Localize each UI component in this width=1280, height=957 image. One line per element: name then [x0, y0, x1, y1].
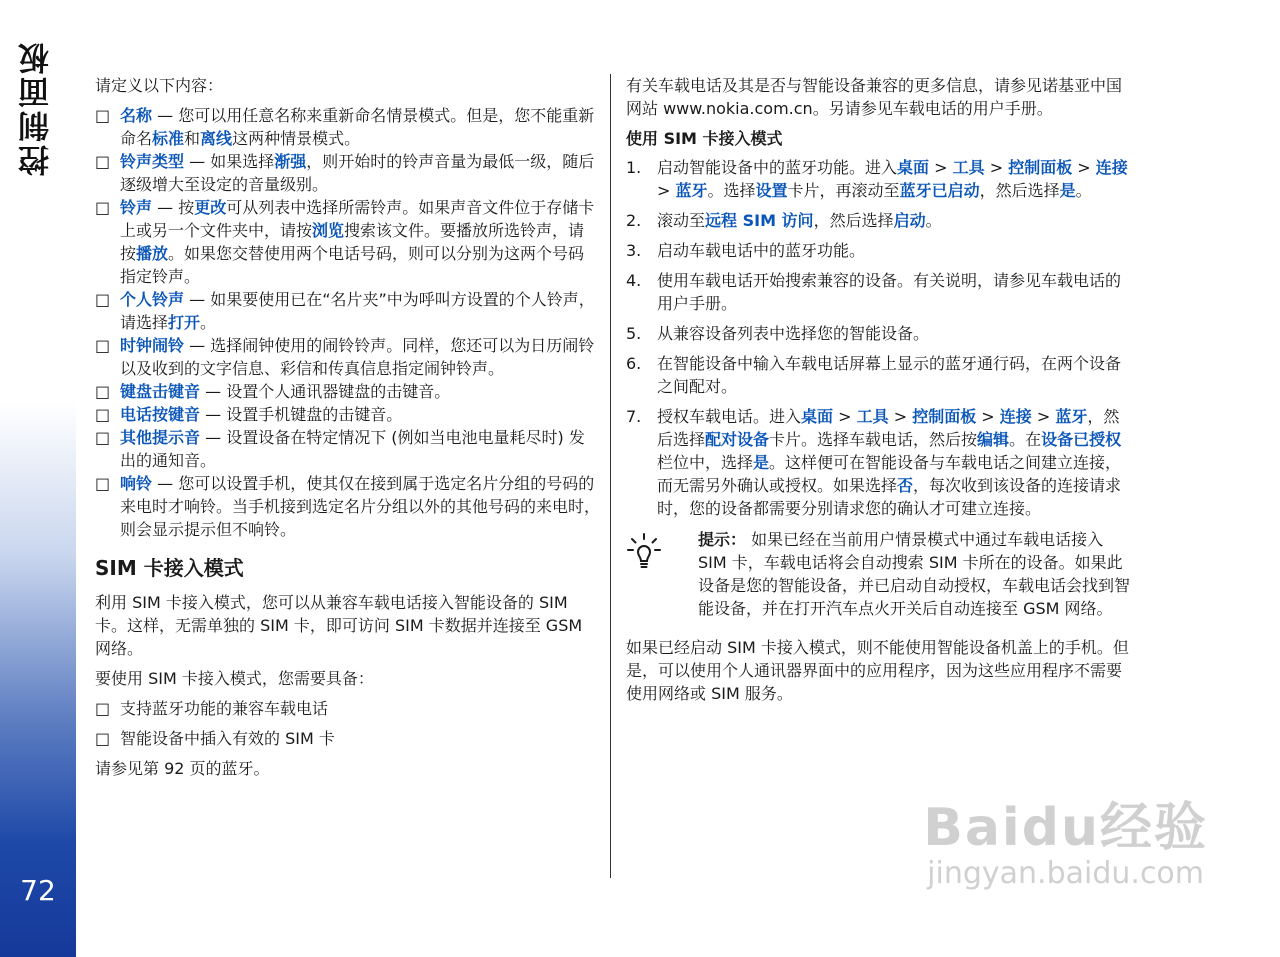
text-segment: ，每次收到该设备的连接请求时，您的设备都需要分别请求您的确认才可建立连接。 — [657, 476, 1122, 518]
ui-term: 连接 — [1095, 158, 1128, 177]
option-text — [120, 196, 600, 288]
step-text — [657, 405, 1131, 520]
text-segment: > — [976, 407, 1000, 426]
text-segment: 滚动至 — [657, 211, 706, 230]
ui-term: 铃声 — [120, 198, 153, 217]
tip-text — [698, 528, 1131, 620]
text-segment: 在智能设备中输入车载电话屏幕上显示的蓝牙通行码，在两个设备之间配对。 — [657, 354, 1122, 396]
text-segment: ，然后选择 — [657, 407, 1120, 449]
checkbox-icon: □ — [95, 699, 111, 718]
ui-term: 连接 — [999, 407, 1032, 426]
step-number: 3. — [626, 241, 642, 260]
watermark — [923, 785, 1208, 891]
text-segment: 。 — [1075, 181, 1092, 200]
text-segment: ，则开始时的铃声音量为最低一级，随后逐级增大至设定的音量级别。 — [120, 152, 595, 194]
chapter-title: 控制面板 — [19, 40, 55, 176]
paragraph: 要使用 SIM 卡接入模式，您需要具备： — [95, 669, 374, 688]
step-item — [626, 239, 1131, 262]
step-item — [626, 352, 1131, 398]
option-text — [120, 472, 600, 541]
requirement-text: 支持蓝牙功能的兼容车载电话 — [120, 699, 329, 718]
ui-term: 其他提示音 — [120, 428, 201, 447]
checkbox-icon: □ — [95, 405, 111, 424]
requirement-text: 智能设备中插入有效的 SIM 卡 — [120, 729, 335, 748]
text-segment: 。这样便可在智能设备与车载电话之间建立连接，而无需另外确认或授权。如果选择 — [657, 453, 1122, 495]
checkbox-icon: □ — [95, 290, 111, 309]
option-text — [120, 150, 600, 196]
ui-term: 是 — [753, 453, 770, 472]
option-text — [120, 334, 600, 380]
tip-body: 如果已经在当前用户情景模式中通过车载电话接入 SIM 卡，车载电话将会自动搜索 SIM 卡所在的设备。如果此设备是您的智能设备，并已启动自动授权，车载电话会找到智能设备，并在打开汽车点火开关后自动连接至 GSM 网络。 — [698, 530, 1131, 618]
text-segment: 搜索该文件。要播放所选铃声，请按 — [120, 221, 585, 263]
text-segment: — 按 — [152, 198, 195, 217]
text-segment: — 如果选择 — [184, 152, 275, 171]
ui-term: 蓝牙 — [675, 181, 708, 200]
step-number: 7. — [626, 407, 642, 426]
option-item — [95, 334, 600, 380]
text-segment: 使用车载电话开始搜索兼容的设备。有关说明，请参见车载电话的用户手册。 — [657, 271, 1122, 313]
text-segment: 。 — [200, 313, 217, 332]
text-segment: 。在 — [1009, 430, 1042, 449]
option-list — [95, 104, 600, 541]
ui-term: 是 — [1059, 181, 1076, 200]
ui-term: 控制面板 — [912, 407, 977, 426]
text-segment: > — [929, 158, 953, 177]
text-segment: — 选择闹钟使用的闹铃铃声。同样，您还可以为日历闹铃以及收到的文字信息、彩信和传真信息指定闹钟铃声。 — [120, 336, 595, 378]
text-segment: 栏位中，选择 — [657, 453, 754, 472]
ui-term: 桌面 — [801, 407, 834, 426]
step-number: 2. — [626, 211, 642, 230]
text-segment: — 设置个人通讯器键盘的击键音。 — [200, 382, 451, 401]
step-item — [626, 209, 1131, 232]
tip-box — [626, 528, 1131, 620]
ui-term: 设置 — [755, 181, 788, 200]
step-item — [626, 405, 1131, 520]
option-text — [120, 104, 600, 150]
step-number: 5. — [626, 324, 642, 343]
text-segment: 。如果您交替使用两个电话号码，则可以分别为这两个号码指定铃声。 — [120, 244, 585, 286]
tip-label: 提示： — [698, 530, 747, 549]
ui-term: 电话按键音 — [120, 405, 201, 424]
ui-term: 桌面 — [897, 158, 930, 177]
paragraph: 有关车载电话及其是否与智能设备兼容的更多信息，请参见诺基亚中国网站 www.nokia.com.cn。另请参见车载电话的用户手册。 — [626, 76, 1123, 118]
step-number: 4. — [626, 271, 642, 290]
ui-term: 否 — [897, 476, 914, 495]
ui-term: 个人铃声 — [120, 290, 185, 309]
watermark-url: jingyan.baidu.com — [927, 856, 1205, 891]
text-segment: > — [1031, 407, 1056, 426]
text-segment: 卡片。选择车载电话，然后按 — [769, 430, 978, 449]
text-segment: — 如果要使用已在“名片夹”中为呼叫方设置的个人铃声，请选择 — [120, 290, 595, 332]
text-segment: 启动车载电话中的蓝牙功能。 — [657, 241, 866, 260]
lightbulb-icon — [626, 528, 698, 620]
text-segment: 授权车载电话。进入 — [657, 407, 802, 426]
text-segment: > — [984, 158, 1009, 177]
watermark-logo: Baidu经验 — [923, 798, 1208, 858]
paragraph: 如果已经启动 SIM 卡接入模式，则不能使用智能设备机盖上的手机。但是，可以使用个人通讯器界面中的应用程序，因为这些应用程序不需要使用网络或 SIM 服务。 — [626, 638, 1129, 703]
option-item — [95, 380, 600, 403]
step-number: 6. — [626, 354, 642, 373]
text-segment: 启动智能设备中的蓝牙功能。进入 — [657, 158, 898, 177]
step-item — [626, 269, 1131, 315]
option-item — [95, 288, 600, 334]
ui-term: 更改 — [194, 198, 227, 217]
text-segment: — 设置手机键盘的击键音。 — [200, 405, 403, 424]
left-column — [95, 74, 600, 787]
ui-term: 铃声类型 — [120, 152, 185, 171]
ui-term: 工具 — [856, 407, 889, 426]
text-segment: 这两种情景模式。 — [232, 129, 361, 148]
ui-term: 键盘击键音 — [120, 382, 201, 401]
text-segment: — 您可以设置手机，使其仅在接到属于选定名片分组的号码的来电时才响铃。当手机接到选定名片分组以外的其他号码的来电时，则会显示提示但不响铃。 — [120, 474, 601, 539]
text-segment: > — [888, 407, 913, 426]
ui-term: 配对设备 — [705, 430, 770, 449]
text-segment: — 您可以用任意名称来重新命名情景模式。但是，您不能重新命名 — [120, 106, 595, 148]
paragraph: 请参见第 92 页的蓝牙。 — [95, 759, 270, 778]
checkbox-icon: □ — [95, 474, 111, 493]
column-divider — [610, 74, 611, 878]
text-segment: ，然后选择 — [979, 181, 1060, 200]
requirement-item — [95, 697, 600, 720]
sidebar — [0, 0, 76, 957]
text-segment: — 设置设备在特定情况下 (例如当电池电量耗尽时) 发出的通知音。 — [120, 428, 585, 470]
option-item — [95, 104, 600, 150]
ui-term: 控制面板 — [1008, 158, 1073, 177]
text-segment: 卡片，再滚动至 — [787, 181, 900, 200]
right-column — [626, 74, 1131, 712]
page-number: 72 — [20, 874, 56, 907]
option-item — [95, 403, 600, 426]
checkbox-icon: □ — [95, 106, 111, 125]
subsection-heading: 使用 SIM 卡接入模式 — [626, 129, 783, 148]
section-heading: SIM 卡接入模式 — [95, 556, 244, 580]
option-item — [95, 472, 600, 541]
text-segment: 从兼容设备列表中选择您的智能设备。 — [657, 324, 930, 343]
text-segment: > — [657, 181, 676, 200]
ui-term: 名称 — [120, 106, 153, 125]
option-item — [95, 196, 600, 288]
ui-term: 标准 — [152, 129, 185, 148]
option-text — [120, 380, 600, 403]
text-segment: 和 — [184, 129, 201, 148]
ui-term: 打开 — [168, 313, 201, 332]
step-text — [657, 352, 1131, 398]
text-segment: 。选择 — [707, 181, 756, 200]
option-text — [120, 403, 600, 426]
step-item — [626, 322, 1131, 345]
option-item — [95, 150, 600, 196]
step-text — [657, 269, 1131, 315]
text-segment: 。 — [925, 211, 942, 230]
ui-term: 浏览 — [312, 221, 345, 240]
checkbox-icon: □ — [95, 336, 111, 355]
checkbox-icon: □ — [95, 382, 111, 401]
ui-term: 工具 — [952, 158, 985, 177]
text-segment: > — [833, 407, 857, 426]
requirement-item — [95, 727, 600, 750]
ui-term: 设备已授权 — [1041, 430, 1122, 449]
option-item — [95, 426, 600, 472]
checkbox-icon: □ — [95, 729, 111, 748]
ui-term: 蓝牙已启动 — [899, 181, 980, 200]
option-text — [120, 426, 600, 472]
ui-term: 启动 — [893, 211, 926, 230]
ui-term: 蓝牙 — [1055, 407, 1088, 426]
step-item — [626, 156, 1131, 202]
ui-term: 响铃 — [120, 474, 153, 493]
text-segment: > — [1072, 158, 1096, 177]
ui-term: 编辑 — [977, 430, 1010, 449]
ui-term: 远程 SIM 访问 — [705, 211, 814, 230]
intro-text: 请定义以下内容： — [95, 76, 224, 95]
checkbox-icon: □ — [95, 152, 111, 171]
step-text — [657, 322, 1131, 345]
step-text — [657, 209, 1131, 232]
step-text — [657, 239, 1131, 262]
ui-term: 播放 — [136, 244, 169, 263]
text-segment: 可从列表中选择所需铃声。如果声音文件位于存储卡上或另一个文件夹中，请按 — [120, 198, 595, 240]
checkbox-icon: □ — [95, 428, 111, 447]
paragraph: 利用 SIM 卡接入模式，您可以从兼容车载电话接入智能设备的 SIM 卡。这样，无需单独的 SIM 卡，即可访问 SIM 卡数据并连接至 GSM 网络。 — [95, 593, 583, 658]
step-text — [657, 156, 1131, 202]
ui-term: 渐强 — [274, 152, 307, 171]
ui-term: 时钟闹铃 — [120, 336, 185, 355]
step-number: 1. — [626, 158, 642, 177]
ui-term: 离线 — [200, 129, 233, 148]
option-text — [120, 288, 600, 334]
text-segment: ，然后选择 — [813, 211, 894, 230]
checkbox-icon: □ — [95, 198, 111, 217]
step-list — [626, 156, 1131, 520]
